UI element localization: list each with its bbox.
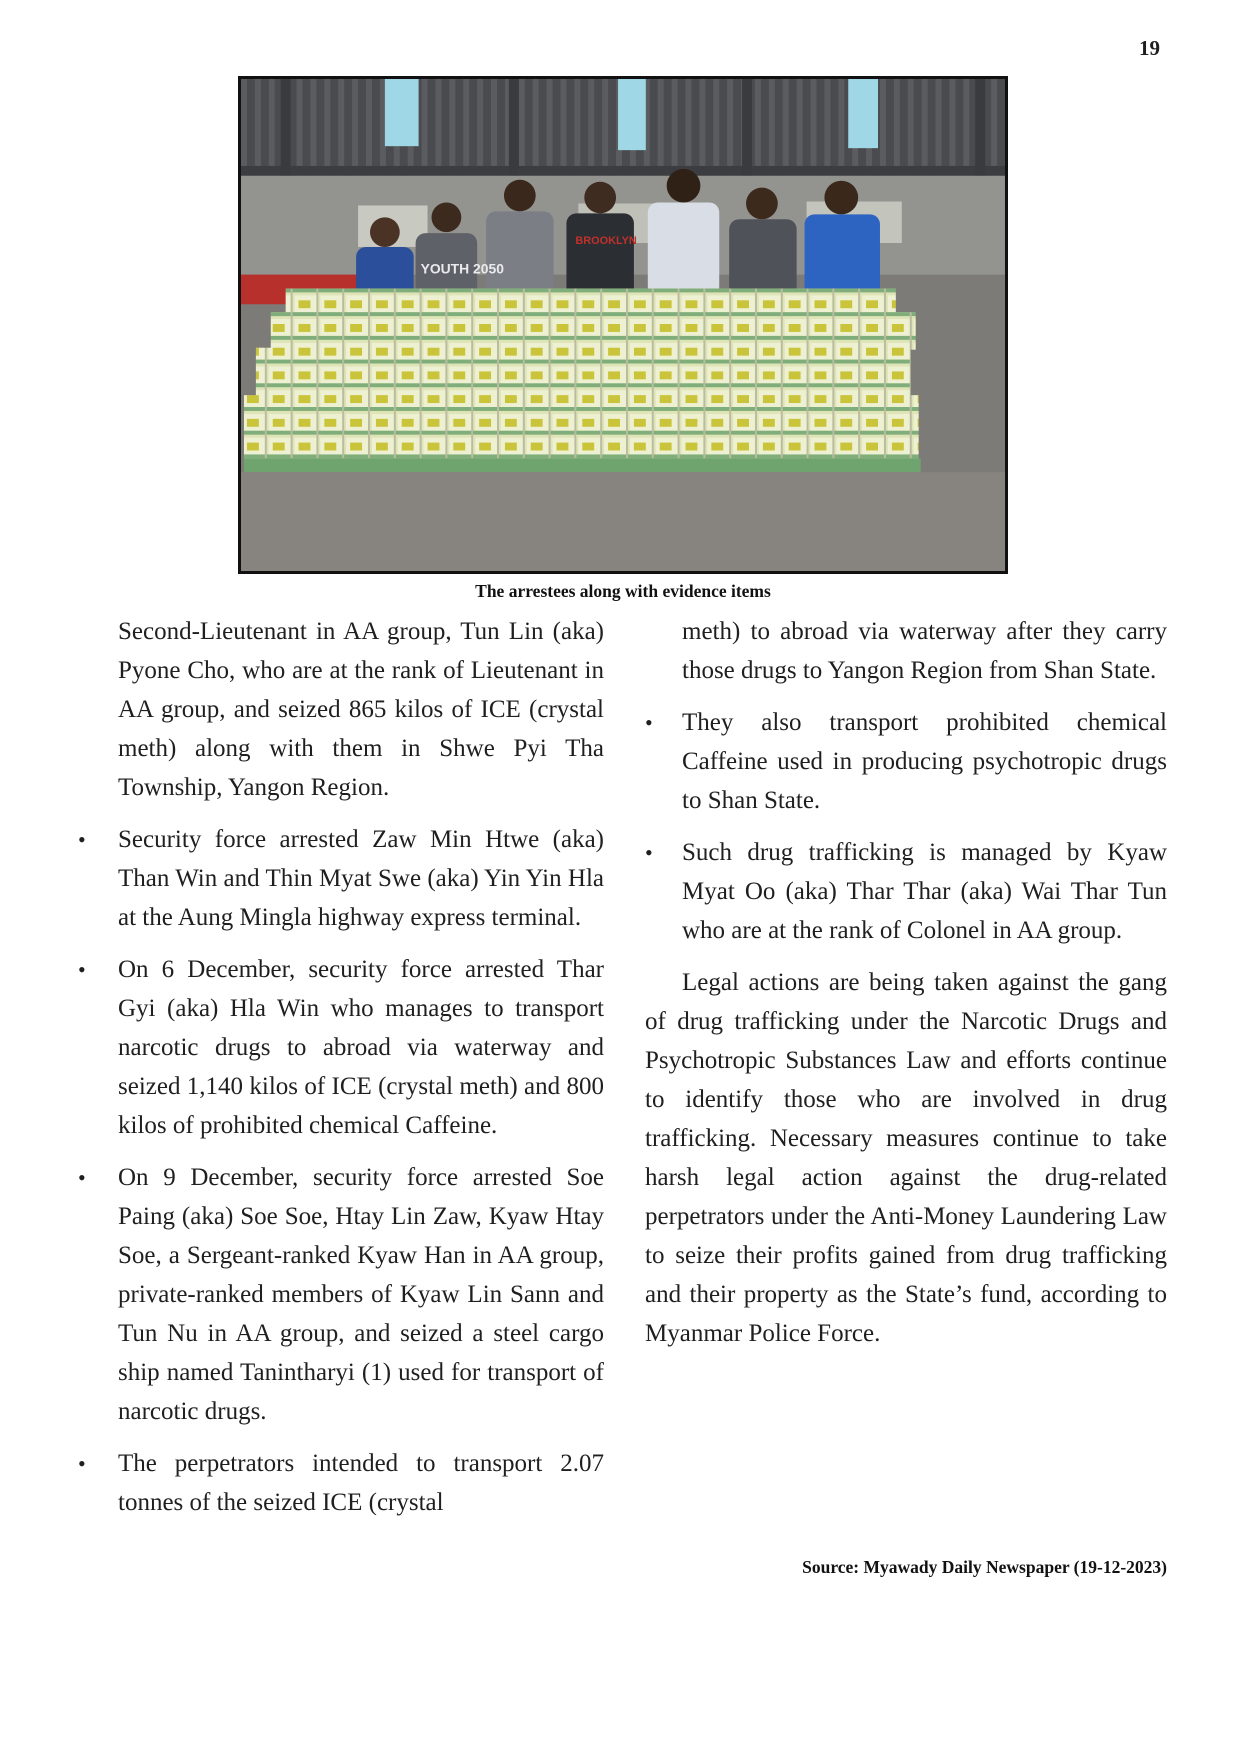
arrestees-photo-image — [241, 79, 1005, 571]
bullet-item: • Security force arrested Zaw Min Htwe (aka) Than Win and Thin Myat Swe (aka) Yin Yin Hla at the Aung Mingla highway express terminal. — [118, 820, 604, 937]
photo-caption: The arrestees along with evidence items — [475, 581, 771, 601]
bullet-item: • On 9 December, security force arrested Soe Paing (aka) Soe Soe, Htay Lin Zaw, Kyaw Htay Soe, a Sergeant-ranked Kyaw Han in AA group, private-ranked members of Kyaw Lin Sann and Tun Nu in AA group, and seized a steel cargo ship named Tanintharyi (1) used for transport of narcotic drugs. — [118, 1158, 604, 1431]
bullet-item: • They also transport prohibited chemical Caffeine used in producing psychotropic drugs to Shan State. — [645, 703, 1167, 820]
left-continuation-text: Second-Lieutenant in AA group, Tun Lin (aka) Pyone Cho, who are at the rank of Lieutenant in AA group, and seized 865 kilos of ICE (crystal meth) along with them in Shwe Pyi Tha Township, Yangon Region. — [118, 618, 604, 801]
arrestees-photo — [238, 76, 1008, 574]
bullet-item: • The perpetrators intended to transport 2.07 tonnes of the seized ICE (crystal — [118, 1444, 604, 1522]
source-citation: Source: Myawady Daily Newspaper (19-12-2023) — [802, 1557, 1167, 1577]
shirt-text-brooklyn: BROOKLYN — [575, 235, 637, 247]
closing-paragraph: Legal actions are being taken against the gang of drug trafficking under the Narcotic Drugs and Psychotropic Substances Law and efforts continue to identify those who are involved in drug trafficking. Necessary measures continue to take harsh legal action against the drug-related perpetrators under the Anti-Money Laundering Law to seize their profits gained from drug trafficking and their property as the State’s fund, according to Myanmar Police Force. — [645, 969, 1167, 1347]
right-continuation-text: meth) to abroad via waterway after they carry those drugs to Yangon Region from Shan State. — [682, 618, 1167, 684]
bullet-item: • On 6 December, security force arrested Thar Gyi (aka) Hla Win who manages to transport narcotic drugs to abroad via waterway and seized 1,140 kilos of ICE (crystal meth) and 800 kilos of prohibited chemical Caffeine. — [118, 950, 604, 1145]
page-number: 19 — [1139, 36, 1160, 60]
left-column — [118, 612, 604, 1535]
bullet-item: • Such drug trafficking is managed by Kyaw Myat Oo (aka) Thar Thar (aka) Wai Thar Tun who are at the rank of Colonel in AA group. — [645, 833, 1167, 950]
left-bullet-list — [118, 820, 604, 1522]
right-bullet-list — [645, 703, 1167, 950]
right-column — [645, 612, 1167, 1353]
shirt-text-youth-2050: YOUTH 2050 — [420, 260, 504, 277]
